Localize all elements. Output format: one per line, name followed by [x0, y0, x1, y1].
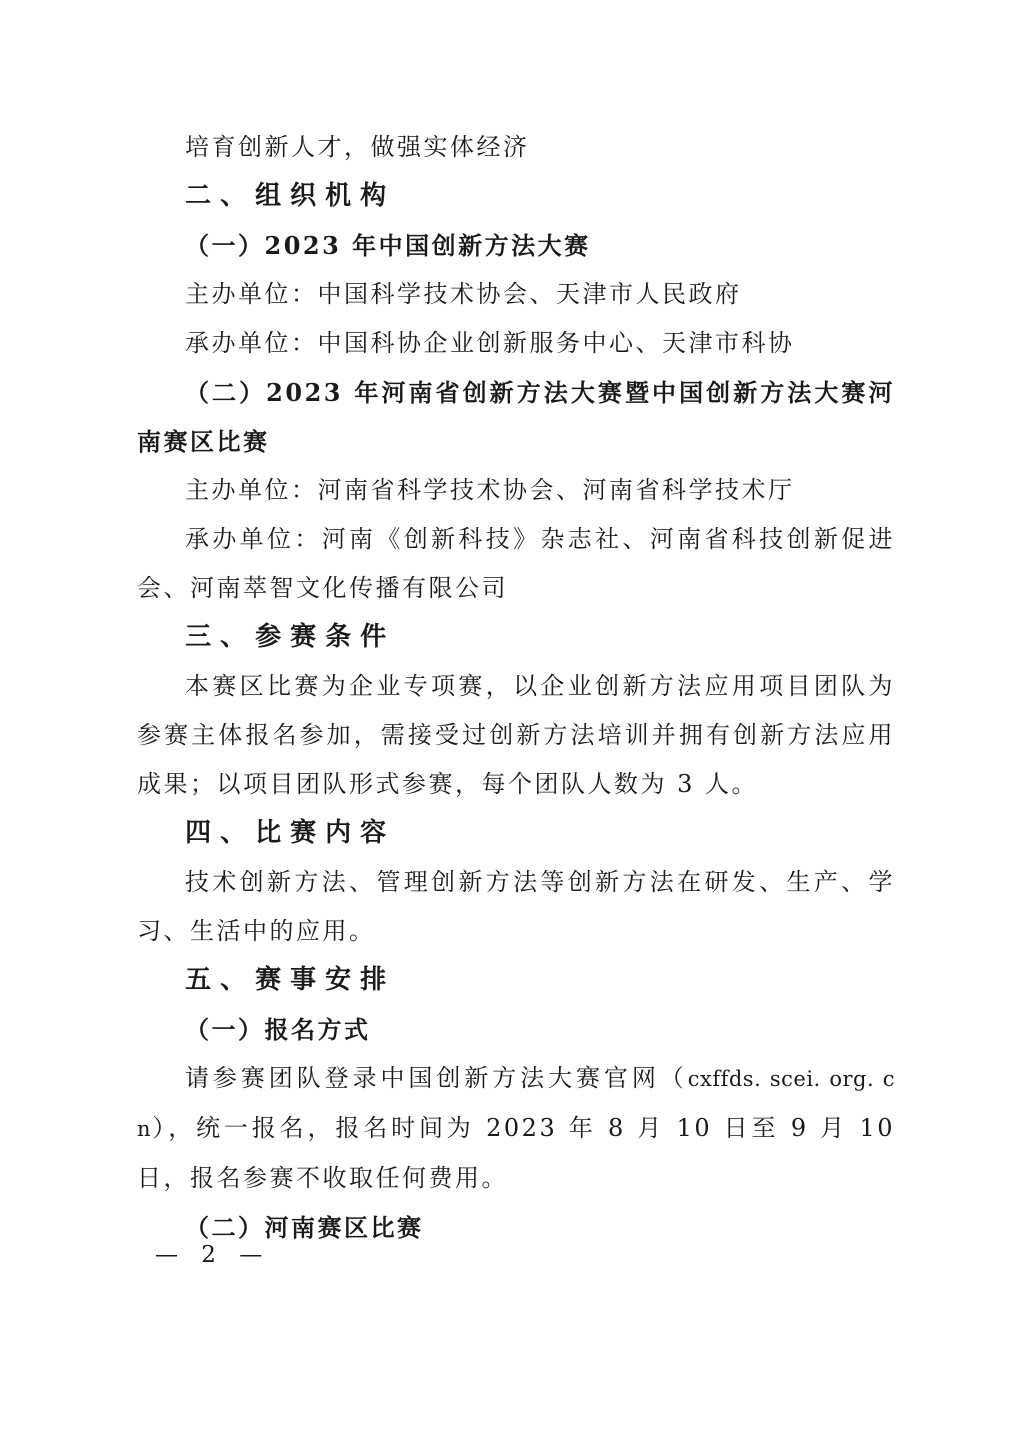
- subheading-henan-contest: （二）2023 年河南省创新方法大赛暨中国创新方法大赛河南赛区比赛: [137, 378, 895, 456]
- paragraph-content: 技术创新方法、管理创新方法等创新方法在研发、生产、学习、生活中的应用。: [137, 868, 895, 945]
- paragraph-eligibility: 本赛区比赛为企业专项赛，以企业创新方法应用项目团队为参赛主体报名参加，需接受过创新方法培训并拥有创新方法应用成果；以项目团队形式参赛，每个团队人数为 3 人。: [137, 672, 895, 798]
- paragraph-national-organizer: 承办单位：中国科协企业创新服务中心、天津市科协: [185, 329, 795, 357]
- paragraph-national-host: 主办单位：中国科学技术协会、天津市人民政府: [185, 280, 742, 308]
- paragraph-registration-segment-1-url: cxffds. scei. org. cn: [137, 1067, 895, 1141]
- paragraph-henan-host: 主办单位：河南省科学技术协会、河南省科学技术厅: [185, 476, 795, 504]
- heading-section-3-eligibility: 三、参赛条件: [185, 622, 396, 652]
- heading-section-2-organization: 二、组织机构: [185, 181, 396, 211]
- paragraph-registration: [137, 1054, 895, 1203]
- subheading-registration-method: （一）报名方式: [185, 1015, 371, 1044]
- heading-section-4-content: 四、比赛内容: [185, 818, 396, 848]
- subheading-henan-region-contest: （二）河南赛区比赛: [185, 1213, 424, 1242]
- paragraph-registration-segment-0: 请参赛团队登录中国创新方法大赛官网（: [185, 1064, 688, 1092]
- page-number: — 2 —: [155, 1242, 265, 1268]
- document-body: [137, 123, 895, 1252]
- heading-section-5-schedule: 五、赛事安排: [185, 965, 396, 995]
- subheading-national-contest: （一）2023 年中国创新方法大赛: [185, 231, 591, 260]
- paragraph-registration-segment-2: ），统一报名，报名时间为 2023 年 8 月 10 日至 9 月 10 日，报名参赛不收取任何费用。: [137, 1114, 895, 1192]
- paragraph-henan-organizer: 承办单位：河南《创新科技》杂志社、河南省科技创新促进会、河南萃智文化传播有限公司: [137, 525, 895, 602]
- paragraph-slogan: 培育创新人才，做强实体经济: [185, 133, 530, 161]
